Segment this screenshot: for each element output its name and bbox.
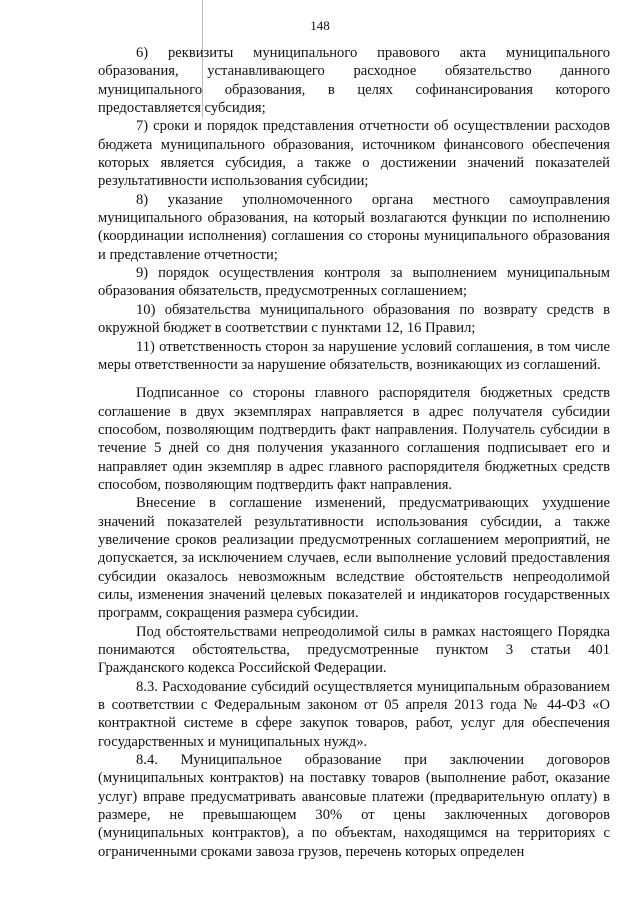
paragraph-item-7: 7) сроки и порядок представления отчетности об осуществлении расходов бюджета муниципального образования, источником финансового обеспечения которых является субсидия, а также о достижении значений показателей результативности использования субсидии;: [98, 118, 610, 190]
paragraph-force-majeure: Под обстоятельствами непреодолимой силы в рамках настоящего Порядка понимаются обстоятельства, предусмотренные пунктом 3 статьи 401 Гражданского кодекса Российской Федерации.: [98, 623, 610, 677]
document-body: [98, 44, 610, 861]
page-number: 148: [310, 18, 330, 33]
paragraph-section-8-4: 8.4. Муниципальное образование при заключении договоров (муниципальных контрактов) на поставку товаров (выполнение работ, оказание услуг) вправе предусматривать авансовые платежи (предварительную оплату) в размере, не превышающем 30% от цены заключенных договоров (муниципальных контрактов), а по объектам, находящимся на территориях с ограниченными сроками завоза грузов, перечень которых определен: [98, 752, 610, 860]
paragraph-signed-agreement: Подписанное со стороны главного распорядителя бюджетных средств соглашение в двух экземплярах направляется в адрес получателя субсидии способом, позволяющим подтвердить факт направления. Получатель субсидии в течение 5 дней со дня получения указанного соглашения подписывает его и направляет один экземпляр в адрес главного распорядителя бюджетных средств способом, позволяющим подтвердить факт направления.: [98, 385, 610, 493]
paragraph-item-8: 8) указание уполномоченного органа местного самоуправления муниципального образования, на который возлагаются функции по исполнению (координации исполнения) соглашения со стороны муниципального образования и представление отчетности;: [98, 191, 610, 263]
paragraph-amendments: Внесение в соглашение изменений, предусматривающих ухудшение значений показателей результативности использования субсидии, а также увеличение сроков реализации предусмотренных соглашением мероприятий, не допускается, за исключением случаев, если выполнение условий предоставления субсидии оказалось невозможным вследствие обстоятельств непреодолимой силы, изменения значений целевых показателей и индикаторов государственных программ, сокращения размера субсидии.: [98, 495, 610, 622]
paragraph-item-6: 6) реквизиты муниципального правового акта муниципального образования, устанавливающего расходное обязательство данного муниципального образования, в целях софинансирования которого предоставляется субсидия;: [98, 45, 610, 117]
paragraph-section-8-3: 8.3. Расходование субсидий осуществляется муниципальным образованием в соответствии с Федеральным законом от 05 апреля 2013 года № 44-ФЗ «О контрактной системе в сфере закупок товаров, работ, услуг для обеспечения государственных и муниципальных нужд».: [98, 678, 610, 750]
paragraph-item-10: 10) обязательства муниципального образования по возврату средств в окружной бюджет в соответствии с пунктами 12, 16 Правил;: [98, 301, 610, 337]
paragraph-item-9: 9) порядок осуществления контроля за выполнением муниципальным образования обязательств, предусмотренных соглашением;: [98, 265, 610, 300]
paragraph-item-11: 11) ответственность сторон за нарушение условий соглашения, в том числе меры ответственности за нарушение обязательств, возникающих из соглашений.: [98, 338, 610, 373]
